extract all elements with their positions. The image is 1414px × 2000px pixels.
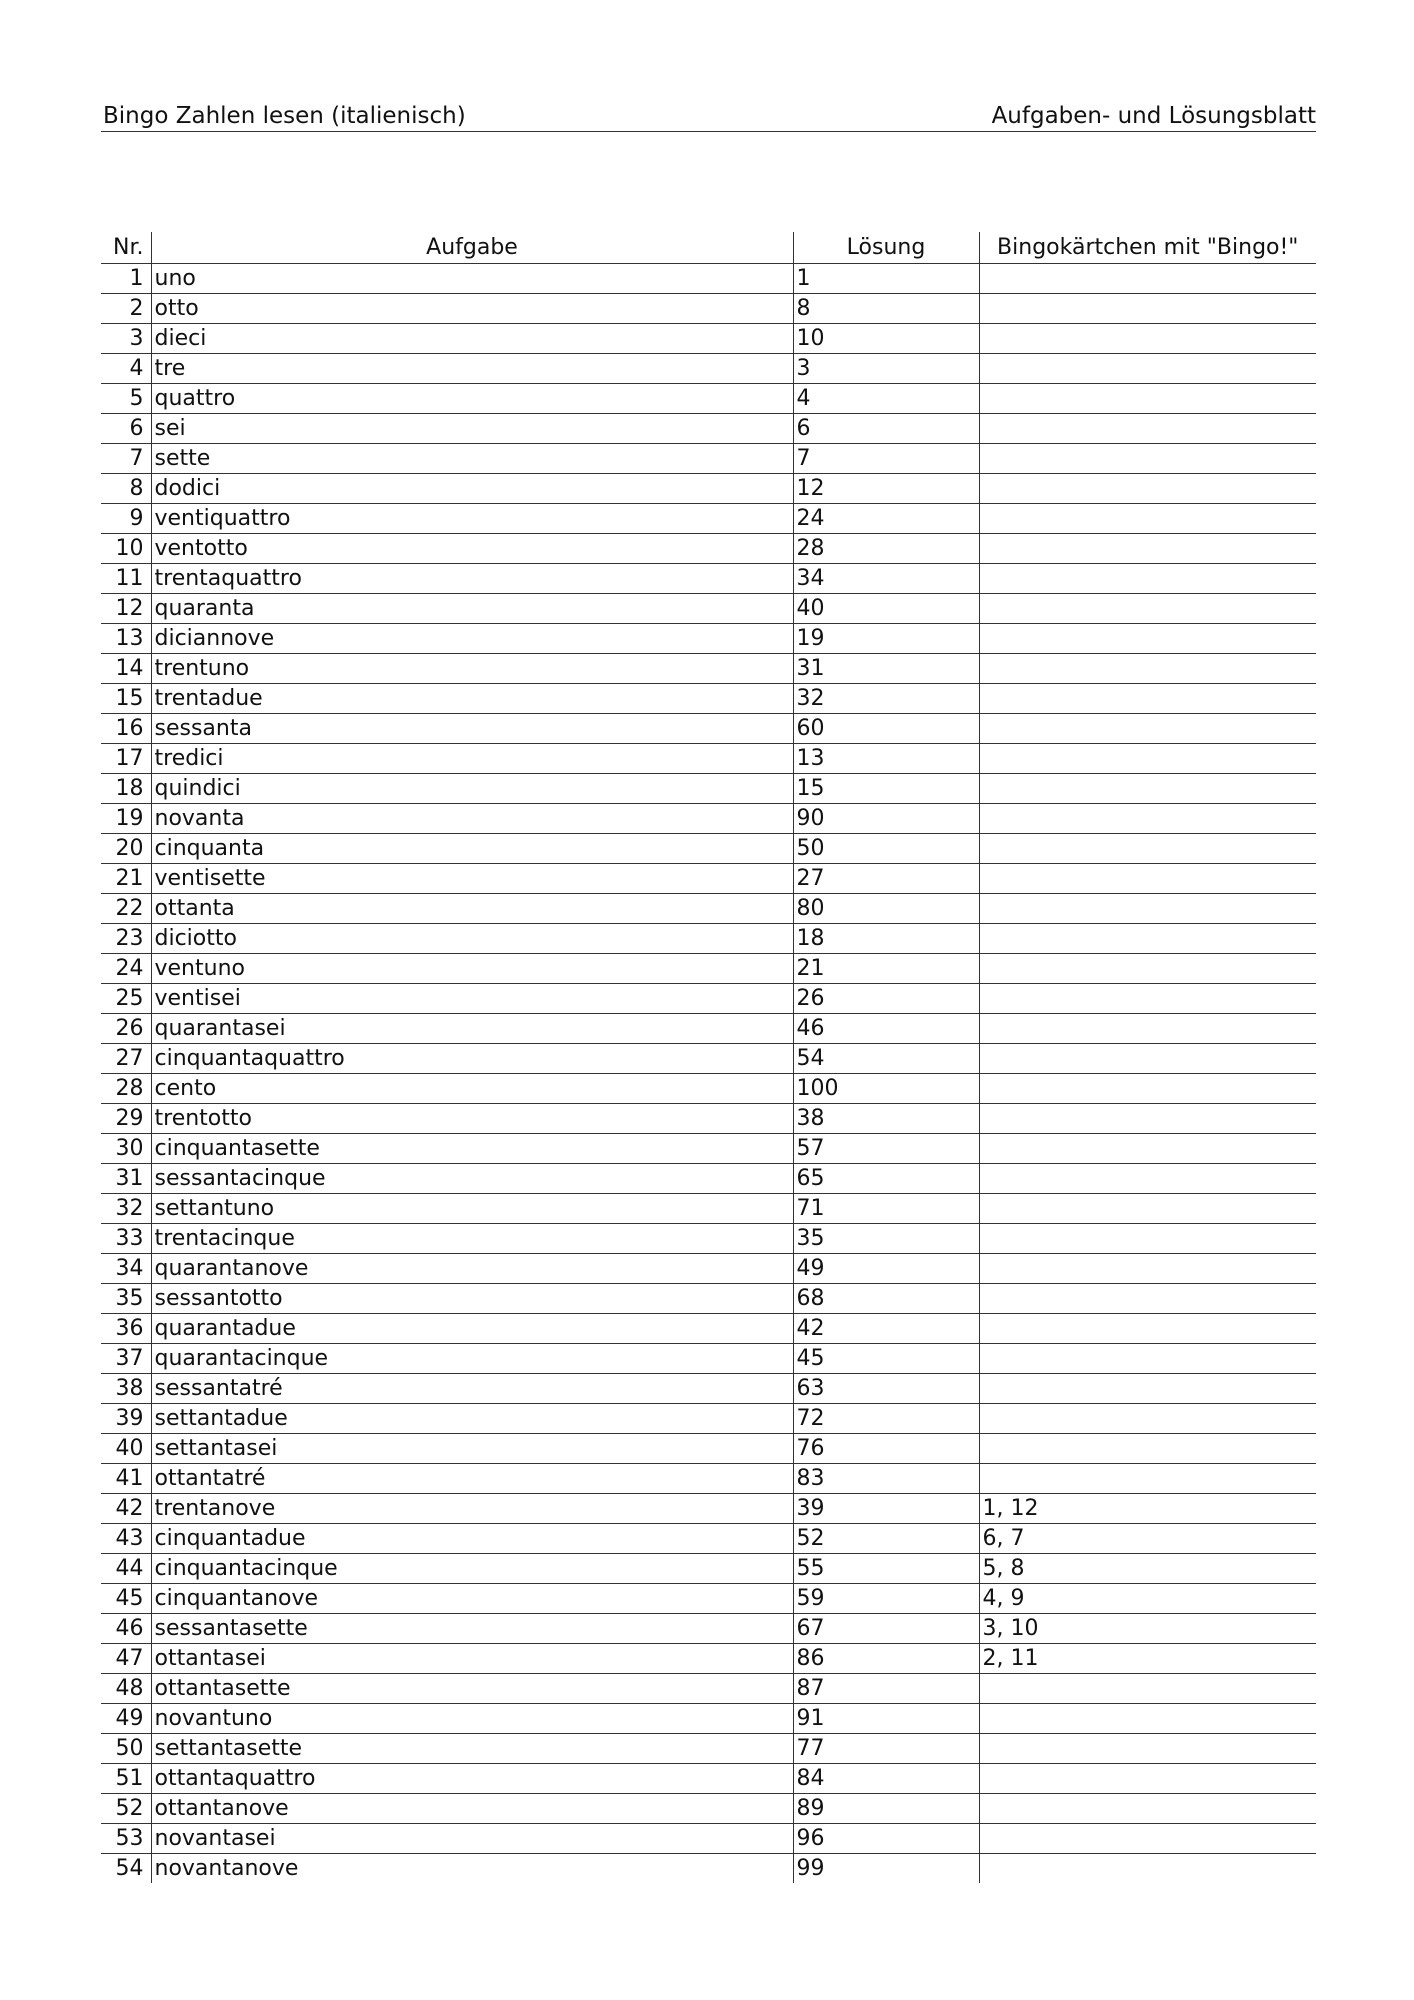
bingo-cell: 3, 10 bbox=[979, 1614, 1316, 1644]
bingo-cell bbox=[979, 984, 1316, 1014]
document-title: Bingo Zahlen lesen (italienisch) bbox=[103, 103, 466, 129]
column-header-nr: Nr. bbox=[101, 232, 151, 264]
solution-cell: 26 bbox=[793, 984, 979, 1014]
task-cell: quindici bbox=[151, 774, 793, 804]
solution-cell: 6 bbox=[793, 414, 979, 444]
table-row bbox=[101, 564, 1316, 594]
task-cell: sessantasette bbox=[151, 1614, 793, 1644]
row-number: 49 bbox=[101, 1704, 151, 1734]
table-body bbox=[101, 264, 1316, 1884]
bingo-cell bbox=[979, 1344, 1316, 1374]
solution-cell: 46 bbox=[793, 1014, 979, 1044]
bingo-cell bbox=[979, 1074, 1316, 1104]
row-number: 35 bbox=[101, 1284, 151, 1314]
bingo-cell: 4, 9 bbox=[979, 1584, 1316, 1614]
solution-cell: 80 bbox=[793, 894, 979, 924]
row-number: 40 bbox=[101, 1434, 151, 1464]
solution-cell: 8 bbox=[793, 294, 979, 324]
task-cell: ottanta bbox=[151, 894, 793, 924]
task-cell: trentaquattro bbox=[151, 564, 793, 594]
bingo-cell bbox=[979, 924, 1316, 954]
solution-cell: 90 bbox=[793, 804, 979, 834]
bingo-cell bbox=[979, 1674, 1316, 1704]
task-cell: cinquantacinque bbox=[151, 1554, 793, 1584]
row-number: 23 bbox=[101, 924, 151, 954]
bingo-cell bbox=[979, 1104, 1316, 1134]
solution-cell: 52 bbox=[793, 1524, 979, 1554]
task-cell: ventisei bbox=[151, 984, 793, 1014]
row-number: 5 bbox=[101, 384, 151, 414]
row-number: 33 bbox=[101, 1224, 151, 1254]
solution-cell: 59 bbox=[793, 1584, 979, 1614]
bingo-cell bbox=[979, 624, 1316, 654]
document-subtitle: Aufgaben- und Lösungsblatt bbox=[991, 103, 1316, 129]
table-row bbox=[101, 1194, 1316, 1224]
table-row bbox=[101, 1404, 1316, 1434]
task-cell: tre bbox=[151, 354, 793, 384]
table-row bbox=[101, 1584, 1316, 1614]
bingo-cell bbox=[979, 894, 1316, 924]
table-row bbox=[101, 1434, 1316, 1464]
row-number: 39 bbox=[101, 1404, 151, 1434]
table-row bbox=[101, 1044, 1316, 1074]
table-row bbox=[101, 1104, 1316, 1134]
table-row bbox=[101, 1614, 1316, 1644]
bingo-cell bbox=[979, 474, 1316, 504]
solution-cell: 18 bbox=[793, 924, 979, 954]
task-cell: settantadue bbox=[151, 1404, 793, 1434]
bingo-cell bbox=[979, 384, 1316, 414]
row-number: 12 bbox=[101, 594, 151, 624]
task-cell: ventisette bbox=[151, 864, 793, 894]
table-row bbox=[101, 1674, 1316, 1704]
row-number: 32 bbox=[101, 1194, 151, 1224]
row-number: 36 bbox=[101, 1314, 151, 1344]
task-cell: diciannove bbox=[151, 624, 793, 654]
task-cell: dodici bbox=[151, 474, 793, 504]
solution-cell: 38 bbox=[793, 1104, 979, 1134]
bingo-cell bbox=[979, 1704, 1316, 1734]
table-row bbox=[101, 1254, 1316, 1284]
task-cell: cento bbox=[151, 1074, 793, 1104]
task-cell: novantanove bbox=[151, 1854, 793, 1884]
bingo-cell: 5, 8 bbox=[979, 1554, 1316, 1584]
bingo-cell bbox=[979, 654, 1316, 684]
task-cell: ottantaquattro bbox=[151, 1764, 793, 1794]
row-number: 52 bbox=[101, 1794, 151, 1824]
solution-cell: 45 bbox=[793, 1344, 979, 1374]
page-header bbox=[101, 101, 1316, 132]
task-cell: ottantanove bbox=[151, 1794, 793, 1824]
table-row bbox=[101, 324, 1316, 354]
solution-cell: 77 bbox=[793, 1734, 979, 1764]
bingo-cell bbox=[979, 684, 1316, 714]
table-row bbox=[101, 864, 1316, 894]
task-cell: sette bbox=[151, 444, 793, 474]
bingo-cell bbox=[979, 444, 1316, 474]
task-cell: cinquantaquattro bbox=[151, 1044, 793, 1074]
table-row bbox=[101, 1494, 1316, 1524]
row-number: 14 bbox=[101, 654, 151, 684]
bingo-cell bbox=[979, 504, 1316, 534]
solution-cell: 91 bbox=[793, 1704, 979, 1734]
table-row bbox=[101, 744, 1316, 774]
row-number: 28 bbox=[101, 1074, 151, 1104]
task-cell: novanta bbox=[151, 804, 793, 834]
table-row bbox=[101, 1854, 1316, 1884]
task-cell: novantasei bbox=[151, 1824, 793, 1854]
task-cell: trentuno bbox=[151, 654, 793, 684]
table-row bbox=[101, 1524, 1316, 1554]
row-number: 34 bbox=[101, 1254, 151, 1284]
row-number: 10 bbox=[101, 534, 151, 564]
table-row bbox=[101, 1284, 1316, 1314]
table-row bbox=[101, 264, 1316, 294]
task-cell: sei bbox=[151, 414, 793, 444]
table-row bbox=[101, 1074, 1316, 1104]
solution-cell: 63 bbox=[793, 1374, 979, 1404]
table-row bbox=[101, 1644, 1316, 1674]
task-cell: tredici bbox=[151, 744, 793, 774]
table-row bbox=[101, 1794, 1316, 1824]
solution-cell: 96 bbox=[793, 1824, 979, 1854]
row-number: 42 bbox=[101, 1494, 151, 1524]
row-number: 18 bbox=[101, 774, 151, 804]
table-row bbox=[101, 1764, 1316, 1794]
row-number: 27 bbox=[101, 1044, 151, 1074]
task-cell: cinquanta bbox=[151, 834, 793, 864]
solution-cell: 89 bbox=[793, 1794, 979, 1824]
task-cell: trentacinque bbox=[151, 1224, 793, 1254]
solution-cell: 65 bbox=[793, 1164, 979, 1194]
row-number: 50 bbox=[101, 1734, 151, 1764]
table-row bbox=[101, 384, 1316, 414]
solution-cell: 7 bbox=[793, 444, 979, 474]
table-row bbox=[101, 474, 1316, 504]
task-cell: ventiquattro bbox=[151, 504, 793, 534]
bingo-table bbox=[101, 232, 1316, 1883]
bingo-cell bbox=[979, 594, 1316, 624]
bingo-cell bbox=[979, 294, 1316, 324]
table-row bbox=[101, 714, 1316, 744]
task-cell: diciotto bbox=[151, 924, 793, 954]
row-number: 1 bbox=[101, 264, 151, 294]
solution-cell: 99 bbox=[793, 1854, 979, 1884]
task-cell: quarantasei bbox=[151, 1014, 793, 1044]
bingo-cell bbox=[979, 954, 1316, 984]
bingo-cell bbox=[979, 804, 1316, 834]
row-number: 4 bbox=[101, 354, 151, 384]
row-number: 17 bbox=[101, 744, 151, 774]
solution-cell: 57 bbox=[793, 1134, 979, 1164]
table-row bbox=[101, 984, 1316, 1014]
row-number: 16 bbox=[101, 714, 151, 744]
task-cell: dieci bbox=[151, 324, 793, 354]
solution-cell: 4 bbox=[793, 384, 979, 414]
task-cell: quarantacinque bbox=[151, 1344, 793, 1374]
row-number: 8 bbox=[101, 474, 151, 504]
solution-cell: 72 bbox=[793, 1404, 979, 1434]
solution-cell: 3 bbox=[793, 354, 979, 384]
bingo-cell bbox=[979, 1014, 1316, 1044]
bingo-cell bbox=[979, 714, 1316, 744]
bingo-cell bbox=[979, 1794, 1316, 1824]
solution-cell: 100 bbox=[793, 1074, 979, 1104]
bingo-cell bbox=[979, 534, 1316, 564]
table-row bbox=[101, 1314, 1316, 1344]
row-number: 44 bbox=[101, 1554, 151, 1584]
solution-cell: 39 bbox=[793, 1494, 979, 1524]
task-cell: settantasette bbox=[151, 1734, 793, 1764]
solution-cell: 1 bbox=[793, 264, 979, 294]
solution-cell: 49 bbox=[793, 1254, 979, 1284]
task-cell: sessantacinque bbox=[151, 1164, 793, 1194]
task-cell: cinquantasette bbox=[151, 1134, 793, 1164]
row-number: 7 bbox=[101, 444, 151, 474]
table-row bbox=[101, 804, 1316, 834]
task-cell: otto bbox=[151, 294, 793, 324]
task-cell: uno bbox=[151, 264, 793, 294]
bingo-cell bbox=[979, 1224, 1316, 1254]
table-row bbox=[101, 1734, 1316, 1764]
task-cell: quattro bbox=[151, 384, 793, 414]
task-cell: ottantasei bbox=[151, 1644, 793, 1674]
solution-cell: 87 bbox=[793, 1674, 979, 1704]
solution-cell: 71 bbox=[793, 1194, 979, 1224]
task-cell: cinquantanove bbox=[151, 1584, 793, 1614]
solution-cell: 67 bbox=[793, 1614, 979, 1644]
table-row bbox=[101, 1164, 1316, 1194]
row-number: 11 bbox=[101, 564, 151, 594]
table-row bbox=[101, 1344, 1316, 1374]
bingo-cell bbox=[979, 1434, 1316, 1464]
row-number: 45 bbox=[101, 1584, 151, 1614]
task-cell: ottantasette bbox=[151, 1674, 793, 1704]
row-number: 13 bbox=[101, 624, 151, 654]
solution-cell: 12 bbox=[793, 474, 979, 504]
bingo-cell bbox=[979, 1044, 1316, 1074]
solution-cell: 27 bbox=[793, 864, 979, 894]
row-number: 48 bbox=[101, 1674, 151, 1704]
table-row bbox=[101, 354, 1316, 384]
solution-cell: 40 bbox=[793, 594, 979, 624]
bingo-cell bbox=[979, 324, 1316, 354]
row-number: 29 bbox=[101, 1104, 151, 1134]
table-row bbox=[101, 654, 1316, 684]
task-cell: ventotto bbox=[151, 534, 793, 564]
table-row bbox=[101, 924, 1316, 954]
bingo-cell bbox=[979, 1374, 1316, 1404]
solution-cell: 10 bbox=[793, 324, 979, 354]
bingo-cell bbox=[979, 1134, 1316, 1164]
column-header-loesung: Lösung bbox=[793, 232, 979, 264]
solution-cell: 21 bbox=[793, 954, 979, 984]
row-number: 51 bbox=[101, 1764, 151, 1794]
solution-cell: 32 bbox=[793, 684, 979, 714]
bingo-cell: 2, 11 bbox=[979, 1644, 1316, 1674]
solution-cell: 84 bbox=[793, 1764, 979, 1794]
task-cell: ottantatré bbox=[151, 1464, 793, 1494]
bingo-cell: 6, 7 bbox=[979, 1524, 1316, 1554]
bingo-cell bbox=[979, 1254, 1316, 1284]
solution-cell: 35 bbox=[793, 1224, 979, 1254]
row-number: 24 bbox=[101, 954, 151, 984]
task-cell: settantasei bbox=[151, 1434, 793, 1464]
table-row bbox=[101, 1224, 1316, 1254]
task-cell: trentotto bbox=[151, 1104, 793, 1134]
bingo-cell bbox=[979, 1854, 1316, 1884]
table-row bbox=[101, 1704, 1316, 1734]
row-number: 6 bbox=[101, 414, 151, 444]
column-header-bingo: Bingokärtchen mit "Bingo!" bbox=[979, 232, 1316, 264]
bingo-cell bbox=[979, 1164, 1316, 1194]
solution-cell: 28 bbox=[793, 534, 979, 564]
solution-cell: 83 bbox=[793, 1464, 979, 1494]
solution-cell: 50 bbox=[793, 834, 979, 864]
task-cell: novantuno bbox=[151, 1704, 793, 1734]
row-number: 3 bbox=[101, 324, 151, 354]
table-row bbox=[101, 834, 1316, 864]
bingo-cell bbox=[979, 864, 1316, 894]
solution-cell: 31 bbox=[793, 654, 979, 684]
bingo-cell bbox=[979, 564, 1316, 594]
table-row bbox=[101, 594, 1316, 624]
column-header-aufgabe: Aufgabe bbox=[151, 232, 793, 264]
row-number: 47 bbox=[101, 1644, 151, 1674]
row-number: 19 bbox=[101, 804, 151, 834]
task-cell: sessanta bbox=[151, 714, 793, 744]
row-number: 41 bbox=[101, 1464, 151, 1494]
table-row bbox=[101, 1554, 1316, 1584]
row-number: 2 bbox=[101, 294, 151, 324]
bingo-cell bbox=[979, 1464, 1316, 1494]
solution-cell: 42 bbox=[793, 1314, 979, 1344]
table-row bbox=[101, 954, 1316, 984]
table-row bbox=[101, 1014, 1316, 1044]
table-row bbox=[101, 504, 1316, 534]
row-number: 15 bbox=[101, 684, 151, 714]
row-number: 9 bbox=[101, 504, 151, 534]
table-row bbox=[101, 534, 1316, 564]
bingo-cell bbox=[979, 264, 1316, 294]
solution-cell: 76 bbox=[793, 1434, 979, 1464]
table-row bbox=[101, 894, 1316, 924]
table-row bbox=[101, 1824, 1316, 1854]
task-cell: quarantanove bbox=[151, 1254, 793, 1284]
task-cell: trentadue bbox=[151, 684, 793, 714]
bingo-cell: 1, 12 bbox=[979, 1494, 1316, 1524]
task-cell: settantuno bbox=[151, 1194, 793, 1224]
bingo-cell bbox=[979, 834, 1316, 864]
task-cell: quaranta bbox=[151, 594, 793, 624]
bingo-cell bbox=[979, 1824, 1316, 1854]
table-row bbox=[101, 684, 1316, 714]
solution-cell: 54 bbox=[793, 1044, 979, 1074]
row-number: 46 bbox=[101, 1614, 151, 1644]
bingo-cell bbox=[979, 1404, 1316, 1434]
task-cell: trentanove bbox=[151, 1494, 793, 1524]
table-row bbox=[101, 774, 1316, 804]
bingo-cell bbox=[979, 1764, 1316, 1794]
table-row bbox=[101, 1134, 1316, 1164]
bingo-cell bbox=[979, 744, 1316, 774]
table-row bbox=[101, 624, 1316, 654]
bingo-cell bbox=[979, 1284, 1316, 1314]
solution-cell: 24 bbox=[793, 504, 979, 534]
table-row bbox=[101, 1374, 1316, 1404]
table-row bbox=[101, 414, 1316, 444]
row-number: 22 bbox=[101, 894, 151, 924]
row-number: 38 bbox=[101, 1374, 151, 1404]
table-row bbox=[101, 294, 1316, 324]
solution-cell: 60 bbox=[793, 714, 979, 744]
row-number: 20 bbox=[101, 834, 151, 864]
bingo-cell bbox=[979, 774, 1316, 804]
row-number: 21 bbox=[101, 864, 151, 894]
task-cell: sessantotto bbox=[151, 1284, 793, 1314]
row-number: 43 bbox=[101, 1524, 151, 1554]
bingo-cell bbox=[979, 1194, 1316, 1224]
table-row bbox=[101, 444, 1316, 474]
solution-cell: 34 bbox=[793, 564, 979, 594]
task-cell: ventuno bbox=[151, 954, 793, 984]
table-header-row bbox=[101, 232, 1316, 264]
bingo-cell bbox=[979, 1314, 1316, 1344]
row-number: 25 bbox=[101, 984, 151, 1014]
row-number: 26 bbox=[101, 1014, 151, 1044]
bingo-cell bbox=[979, 1734, 1316, 1764]
row-number: 31 bbox=[101, 1164, 151, 1194]
row-number: 53 bbox=[101, 1824, 151, 1854]
task-cell: quarantadue bbox=[151, 1314, 793, 1344]
task-cell: sessantatré bbox=[151, 1374, 793, 1404]
solution-cell: 86 bbox=[793, 1644, 979, 1674]
solution-cell: 55 bbox=[793, 1554, 979, 1584]
bingo-cell bbox=[979, 354, 1316, 384]
row-number: 30 bbox=[101, 1134, 151, 1164]
task-cell: cinquantadue bbox=[151, 1524, 793, 1554]
row-number: 37 bbox=[101, 1344, 151, 1374]
table-row bbox=[101, 1464, 1316, 1494]
solution-cell: 13 bbox=[793, 744, 979, 774]
solution-cell: 19 bbox=[793, 624, 979, 654]
row-number: 54 bbox=[101, 1854, 151, 1884]
solution-cell: 15 bbox=[793, 774, 979, 804]
solution-cell: 68 bbox=[793, 1284, 979, 1314]
bingo-cell bbox=[979, 414, 1316, 444]
